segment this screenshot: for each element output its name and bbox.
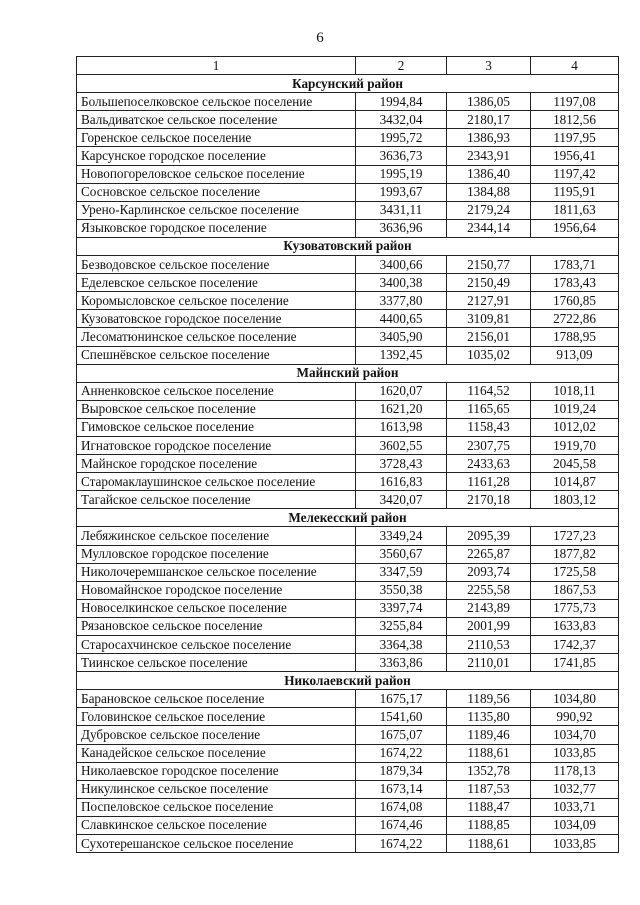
settlement-name-cell: Головинское сельское поселение [77, 708, 356, 726]
value-cell-col3: 1189,56 [447, 690, 531, 708]
table-row [77, 798, 619, 816]
settlement-name-cell: Урено-Карлинское сельское поселение [77, 201, 356, 219]
value-cell-col3: 2307,75 [447, 436, 531, 454]
settlement-name-cell: Мулловское городское поселение [77, 545, 356, 563]
value-cell-col3: 2179,24 [447, 201, 531, 219]
settlement-name-cell: Карсунское городское поселение [77, 147, 356, 165]
value-cell-col2: 3550,38 [356, 581, 447, 599]
value-cell-col2: 3560,67 [356, 545, 447, 563]
district-heading: Майнский район [77, 364, 619, 382]
value-cell-col2: 3363,86 [356, 654, 447, 672]
value-cell-col2: 1675,07 [356, 726, 447, 744]
settlement-name-cell: Старосахчинское сельское поселение [77, 636, 356, 654]
value-cell-col3: 1384,88 [447, 183, 531, 201]
settlement-name-cell: Игнатовское городское поселение [77, 436, 356, 454]
value-cell-col4: 1956,41 [531, 147, 619, 165]
value-cell-col3: 2170,18 [447, 491, 531, 509]
table-row [77, 111, 619, 129]
value-cell-col4: 1725,58 [531, 563, 619, 581]
value-cell-col3: 2156,01 [447, 328, 531, 346]
district-heading-row [77, 672, 619, 690]
value-cell-col3: 2127,91 [447, 292, 531, 310]
value-cell-col2: 1673,14 [356, 780, 447, 798]
value-cell-col3: 2180,17 [447, 111, 531, 129]
value-cell-col4: 1034,80 [531, 690, 619, 708]
table-row [77, 599, 619, 617]
table-row [77, 147, 619, 165]
settlement-name-cell: Новомайнское городское поселение [77, 581, 356, 599]
settlement-name-cell: Вальдиватское сельское поселение [77, 111, 356, 129]
value-cell-col4: 1742,37 [531, 636, 619, 654]
settlement-name-cell: Славкинское сельское поселение [77, 816, 356, 834]
settlement-name-cell: Гимовское сельское поселение [77, 418, 356, 436]
value-cell-col3: 1189,46 [447, 726, 531, 744]
value-cell-col2: 1674,22 [356, 835, 447, 853]
table-row [77, 545, 619, 563]
table-row [77, 183, 619, 201]
district-heading-row [77, 364, 619, 382]
value-cell-col2: 4400,65 [356, 310, 447, 328]
value-cell-col2: 1994,84 [356, 93, 447, 111]
column-header-2: 2 [356, 57, 447, 75]
table-header-row [77, 57, 619, 75]
table-row [77, 726, 619, 744]
settlement-name-cell: Языковское городское поселение [77, 219, 356, 237]
settlement-name-cell: Николочеремшанское сельское поселение [77, 563, 356, 581]
value-cell-col4: 1760,85 [531, 292, 619, 310]
value-cell-col2: 3255,84 [356, 617, 447, 635]
value-cell-col4: 1014,87 [531, 473, 619, 491]
value-cell-col4: 1034,09 [531, 816, 619, 834]
value-cell-col4: 1812,56 [531, 111, 619, 129]
value-cell-col2: 3377,80 [356, 292, 447, 310]
value-cell-col3: 1188,61 [447, 744, 531, 762]
value-cell-col3: 3109,81 [447, 310, 531, 328]
value-cell-col4: 1034,70 [531, 726, 619, 744]
value-cell-col2: 3636,73 [356, 147, 447, 165]
table-row [77, 762, 619, 780]
value-cell-col3: 1386,40 [447, 165, 531, 183]
settlement-name-cell: Новоселкинское сельское поселение [77, 599, 356, 617]
value-cell-col2: 3432,04 [356, 111, 447, 129]
value-cell-col4: 1803,12 [531, 491, 619, 509]
value-cell-col2: 3728,43 [356, 455, 447, 473]
value-cell-col4: 1012,02 [531, 418, 619, 436]
value-cell-col4: 1783,43 [531, 274, 619, 292]
value-cell-col4: 1033,71 [531, 798, 619, 816]
value-cell-col2: 3636,96 [356, 219, 447, 237]
value-cell-col3: 1164,52 [447, 382, 531, 400]
value-cell-col4: 1867,53 [531, 581, 619, 599]
settlement-name-cell: Спешнёвское сельское поселение [77, 346, 356, 364]
value-cell-col2: 1995,19 [356, 165, 447, 183]
district-heading-row [77, 75, 619, 93]
value-cell-col3: 2150,49 [447, 274, 531, 292]
value-cell-col4: 1741,85 [531, 654, 619, 672]
settlement-name-cell: Тагайское сельское поселение [77, 491, 356, 509]
value-cell-col2: 3397,74 [356, 599, 447, 617]
value-cell-col2: 1995,72 [356, 129, 447, 147]
table-row [77, 780, 619, 798]
value-cell-col4: 1195,91 [531, 183, 619, 201]
table-row [77, 436, 619, 454]
table-row [77, 473, 619, 491]
settlement-name-cell: Сухотерешанское сельское поселение [77, 835, 356, 853]
table-row [77, 328, 619, 346]
district-heading: Мелекесский район [77, 509, 619, 527]
value-cell-col3: 1386,93 [447, 129, 531, 147]
settlement-name-cell: Коромысловское сельское поселение [77, 292, 356, 310]
table-row [77, 93, 619, 111]
value-cell-col3: 2343,91 [447, 147, 531, 165]
value-cell-col2: 1616,83 [356, 473, 447, 491]
column-header-1: 1 [77, 57, 356, 75]
value-cell-col2: 3602,55 [356, 436, 447, 454]
settlement-name-cell: Большепоселковское сельское поселение [77, 93, 356, 111]
value-cell-col4: 1919,70 [531, 436, 619, 454]
value-cell-col4: 990,92 [531, 708, 619, 726]
value-cell-col4: 1788,95 [531, 328, 619, 346]
settlement-name-cell: Барановское сельское поселение [77, 690, 356, 708]
value-cell-col2: 1993,67 [356, 183, 447, 201]
value-cell-col4: 1775,73 [531, 599, 619, 617]
value-cell-col3: 1188,61 [447, 835, 531, 853]
value-cell-col3: 2344,14 [447, 219, 531, 237]
value-cell-col4: 1727,23 [531, 527, 619, 545]
value-cell-col2: 3405,90 [356, 328, 447, 346]
value-cell-col4: 1811,63 [531, 201, 619, 219]
table-body [77, 75, 619, 853]
settlement-name-cell: Лебяжинское сельское поселение [77, 527, 356, 545]
value-cell-col3: 2255,58 [447, 581, 531, 599]
value-cell-col4: 2045,58 [531, 455, 619, 473]
value-cell-col4: 1178,13 [531, 762, 619, 780]
district-heading: Николаевский район [77, 672, 619, 690]
value-cell-col4: 1018,11 [531, 382, 619, 400]
value-cell-col2: 1675,17 [356, 690, 447, 708]
value-cell-col2: 1392,45 [356, 346, 447, 364]
table-row [77, 527, 619, 545]
table-row [77, 491, 619, 509]
value-cell-col4: 1197,08 [531, 93, 619, 111]
table-row [77, 708, 619, 726]
value-cell-col3: 1135,80 [447, 708, 531, 726]
value-cell-col4: 1033,85 [531, 744, 619, 762]
table-row [77, 274, 619, 292]
value-cell-col2: 1879,34 [356, 762, 447, 780]
table-row [77, 292, 619, 310]
settlement-name-cell: Лесоматюнинское сельское поселение [77, 328, 356, 346]
data-table [76, 56, 619, 853]
settlement-name-cell: Горенское сельское поселение [77, 129, 356, 147]
value-cell-col2: 3347,59 [356, 563, 447, 581]
settlement-name-cell: Тиинское сельское поселение [77, 654, 356, 672]
table-row [77, 310, 619, 328]
value-cell-col2: 3364,38 [356, 636, 447, 654]
district-heading-row [77, 237, 619, 255]
value-cell-col4: 1877,82 [531, 545, 619, 563]
settlement-name-cell: Поспеловское сельское поселение [77, 798, 356, 816]
value-cell-col3: 2433,63 [447, 455, 531, 473]
table-row [77, 256, 619, 274]
table-row [77, 346, 619, 364]
table-row [77, 219, 619, 237]
settlement-name-cell: Рязановское сельское поселение [77, 617, 356, 635]
value-cell-col3: 1352,78 [447, 762, 531, 780]
value-cell-col2: 1541,60 [356, 708, 447, 726]
value-cell-col4: 1019,24 [531, 400, 619, 418]
table-row [77, 581, 619, 599]
table-row [77, 382, 619, 400]
value-cell-col3: 1187,53 [447, 780, 531, 798]
value-cell-col2: 3420,07 [356, 491, 447, 509]
value-cell-col3: 2110,01 [447, 654, 531, 672]
value-cell-col4: 1032,77 [531, 780, 619, 798]
value-cell-col3: 1035,02 [447, 346, 531, 364]
district-heading: Карсунский район [77, 75, 619, 93]
value-cell-col3: 2265,87 [447, 545, 531, 563]
value-cell-col2: 1620,07 [356, 382, 447, 400]
value-cell-col4: 1197,42 [531, 165, 619, 183]
settlement-name-cell: Дубровское сельское поселение [77, 726, 356, 744]
table-row [77, 636, 619, 654]
value-cell-col4: 1033,85 [531, 835, 619, 853]
value-cell-col2: 3349,24 [356, 527, 447, 545]
value-cell-col4: 1956,64 [531, 219, 619, 237]
value-cell-col3: 1188,85 [447, 816, 531, 834]
settlement-name-cell: Новопогореловское сельское поселение [77, 165, 356, 183]
value-cell-col4: 1783,71 [531, 256, 619, 274]
page-number: 6 [316, 30, 324, 46]
settlement-name-cell: Николаевское городское поселение [77, 762, 356, 780]
value-cell-col3: 2150,77 [447, 256, 531, 274]
table-row [77, 563, 619, 581]
table-row [77, 129, 619, 147]
table-row [77, 654, 619, 672]
table-row [77, 617, 619, 635]
table-row [77, 400, 619, 418]
table-row [77, 816, 619, 834]
settlement-name-cell: Майнское городское поселение [77, 455, 356, 473]
column-header-3: 3 [447, 57, 531, 75]
value-cell-col2: 1674,08 [356, 798, 447, 816]
value-cell-col3: 1165,65 [447, 400, 531, 418]
table-row [77, 690, 619, 708]
settlement-name-cell: Старомаклаушинское сельское поселение [77, 473, 356, 491]
table-row [77, 418, 619, 436]
value-cell-col2: 1674,22 [356, 744, 447, 762]
value-cell-col2: 1613,98 [356, 418, 447, 436]
settlement-name-cell: Еделевское сельское поселение [77, 274, 356, 292]
value-cell-col2: 3431,11 [356, 201, 447, 219]
table-row [77, 201, 619, 219]
value-cell-col3: 1158,43 [447, 418, 531, 436]
value-cell-col4: 1197,95 [531, 129, 619, 147]
value-cell-col3: 2143,89 [447, 599, 531, 617]
value-cell-col3: 2110,53 [447, 636, 531, 654]
table-row [77, 165, 619, 183]
table-row [77, 455, 619, 473]
value-cell-col2: 3400,66 [356, 256, 447, 274]
value-cell-col3: 1161,28 [447, 473, 531, 491]
value-cell-col3: 1188,47 [447, 798, 531, 816]
column-header-4: 4 [531, 57, 619, 75]
value-cell-col3: 2093,74 [447, 563, 531, 581]
value-cell-col2: 1674,46 [356, 816, 447, 834]
value-cell-col3: 2095,39 [447, 527, 531, 545]
settlement-name-cell: Выровское сельское поселение [77, 400, 356, 418]
settlement-name-cell: Безводовское сельское поселение [77, 256, 356, 274]
value-cell-col3: 1386,05 [447, 93, 531, 111]
value-cell-col4: 1633,83 [531, 617, 619, 635]
value-cell-col2: 3400,38 [356, 274, 447, 292]
settlement-name-cell: Никулинское сельское поселение [77, 780, 356, 798]
district-heading-row [77, 509, 619, 527]
district-heading: Кузоватовский район [77, 237, 619, 255]
table-row [77, 835, 619, 853]
settlement-name-cell: Канадейское сельское поселение [77, 744, 356, 762]
value-cell-col4: 2722,86 [531, 310, 619, 328]
settlement-name-cell: Анненковское сельское поселение [77, 382, 356, 400]
value-cell-col2: 1621,20 [356, 400, 447, 418]
value-cell-col3: 2001,99 [447, 617, 531, 635]
settlement-name-cell: Сосновское сельское поселение [77, 183, 356, 201]
table-row [77, 744, 619, 762]
settlement-name-cell: Кузоватовское городское поселение [77, 310, 356, 328]
value-cell-col4: 913,09 [531, 346, 619, 364]
